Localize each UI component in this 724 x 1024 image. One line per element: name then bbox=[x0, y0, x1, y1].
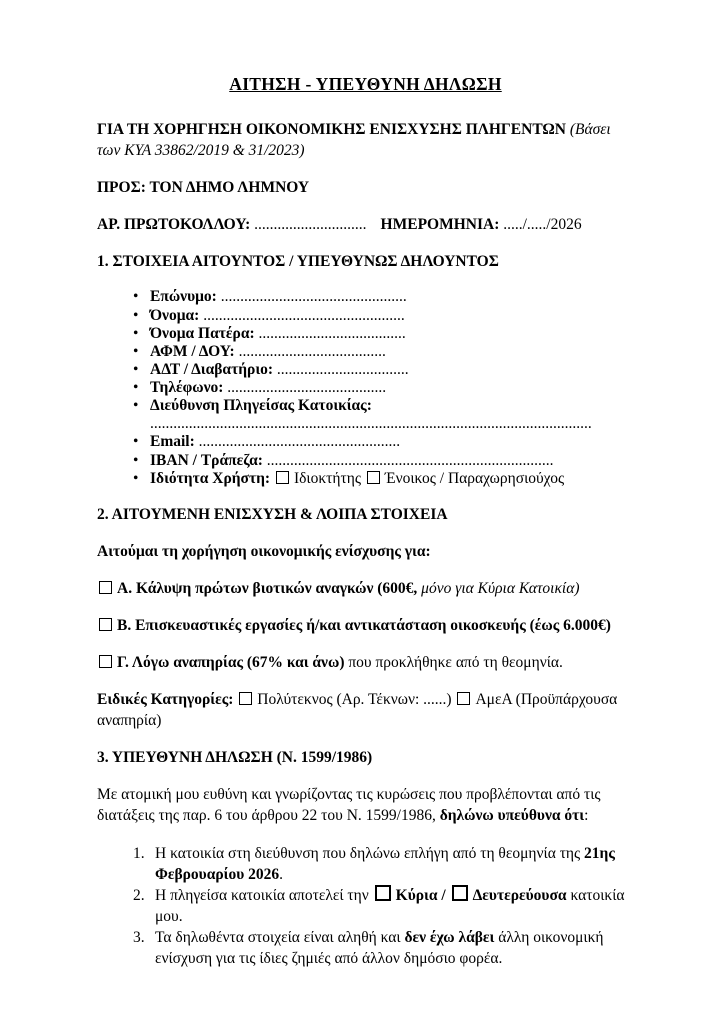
declaration-item-2 bbox=[133, 885, 634, 927]
field-surname-blank: ................................................ bbox=[220, 288, 407, 306]
aid-option-c-label: Γ. Λόγω αναπηρίας (67% και άνω) bbox=[117, 654, 345, 672]
declaration-item-1-text: Η κατοικία στη διεύθυνση που δηλώνω επλήγη από τη θεομηνία της bbox=[155, 844, 585, 862]
field-id-passport bbox=[131, 361, 634, 379]
disability-checkbox-icon bbox=[457, 692, 470, 705]
aid-option-a-note: μόνο για Κύρια Κατοικία) bbox=[421, 579, 580, 597]
protocol-date-line bbox=[97, 214, 634, 235]
owner-checkbox-icon bbox=[276, 471, 289, 484]
protocol-number-label: ΑΡ. ΠΡΩΤΟΚΟΛΛΟΥ: bbox=[97, 216, 255, 234]
declaration-intro-regular: Με ατομική μου ευθύνη και γνωρίζοντας τις κυρώσεις που προβλέπονται από τις διατάξεις της παρ. 6 του άρθρου 22 του Ν. 1599/1986, bbox=[97, 786, 601, 825]
field-iban-bank-blank: .......................................................................... bbox=[266, 451, 554, 469]
subtitle-bold-text: ΓΙΑ ΤΗ ΧΟΡΗΓΗΣΗ ΟΙΚΟΝΟΜΙΚΗΣ ΕΝΙΣΧΥΣΗΣ ΠΛΗΓΕΝΤΩΝ bbox=[97, 121, 570, 138]
field-email-blank: .................................................... bbox=[198, 433, 401, 451]
large-family-checkbox-icon bbox=[239, 692, 252, 705]
large-family-option-label: Πολύτεκνος (Αρ. Τέκνων: ......) bbox=[257, 691, 452, 709]
declaration-intro-colon: : bbox=[584, 807, 589, 825]
field-address-label: Διεύθυνση Πληγείσας Κατοικίας: bbox=[150, 397, 372, 415]
field-firstname-blank: .................................................... bbox=[203, 306, 405, 324]
aid-option-c-checkbox-icon bbox=[99, 655, 112, 668]
applicant-fields-list bbox=[97, 288, 634, 487]
declaration-item-3-text-1: Τα δηλωθέντα στοιχεία είναι αληθή και bbox=[155, 928, 405, 946]
primary-residence-checkbox-icon bbox=[375, 885, 391, 901]
primary-residence-label: Κύρια bbox=[395, 886, 438, 904]
field-phone-blank: ......................................... bbox=[227, 379, 387, 397]
declaration-intro bbox=[97, 784, 634, 826]
field-address-blank-line bbox=[131, 415, 634, 433]
aid-option-a bbox=[97, 578, 634, 599]
field-id-passport-label: ΑΔΤ / Διαβατήριο: bbox=[150, 360, 277, 378]
declaration-list bbox=[97, 843, 634, 969]
section2-heading: 2. ΑΙΤΟΥΜΕΝΗ ΕΝΙΣΧΥΣΗ & ΛΟΙΠΑ ΣΤΟΙΧΕΙΑ bbox=[97, 505, 448, 523]
field-firstname bbox=[131, 307, 634, 325]
aid-option-a-checkbox-icon bbox=[99, 581, 112, 594]
declaration-item-3-bold: δεν έχω λάβει bbox=[404, 928, 495, 946]
aid-option-b bbox=[97, 615, 634, 636]
protocol-number-blank: ............................. bbox=[254, 216, 367, 234]
special-categories-line bbox=[97, 689, 634, 731]
field-user-capacity bbox=[131, 470, 634, 488]
declaration-item-2-prefix: Η πληγείσα κατοικία αποτελεί την bbox=[155, 886, 373, 904]
field-firstname-label: Όνομα: bbox=[150, 306, 204, 324]
tenant-option-label: Ένοικος / Παραχωρησιούχος bbox=[384, 469, 565, 487]
field-afm-doy-label: ΑΦΜ / ΔΟΥ: bbox=[150, 342, 239, 360]
declaration-item-1-date: 21ης Φεβρουαρίου 2026 bbox=[155, 844, 615, 883]
declaration-intro-bold: δηλώνω υπεύθυνα ότι bbox=[439, 807, 585, 825]
field-address-blank: .................................................................................................................. bbox=[150, 415, 592, 433]
aid-option-b-label: Β. Επισκευαστικές εργασίες ή/και αντικατάσταση οικοσκευής (έως 6.000€) bbox=[117, 617, 611, 634]
tenant-checkbox-icon bbox=[367, 471, 380, 484]
disability-option-label: ΑμεΑ (Προϋπάρχουσα αναπηρία) bbox=[97, 691, 618, 730]
section2-intro: Αιτούμαι τη χορήγηση οικονομικής ενίσχυσης για: bbox=[97, 542, 431, 560]
aid-option-b-checkbox-icon bbox=[99, 618, 112, 631]
aid-option-a-label: Α. Κάλυψη πρώτων βιοτικών αναγκών (600€, bbox=[117, 579, 422, 597]
aid-option-c-note: που προκλήθηκε από τη θεομηνία. bbox=[344, 654, 563, 672]
field-afm-doy bbox=[131, 343, 634, 361]
subtitle-legal-basis: (Βάσει των ΚΥΑ 33862/2019 & 31/2023) bbox=[97, 121, 611, 160]
declaration-item-1-period: . bbox=[279, 865, 284, 883]
field-address bbox=[131, 397, 634, 415]
section3-heading: 3. ΥΠΕΥΘΥΝΗ ΔΗΛΩΣΗ (Ν. 1599/1986) bbox=[97, 749, 373, 767]
field-email bbox=[131, 433, 634, 451]
field-phone bbox=[131, 379, 634, 397]
declaration-item-3-text-2: άλλη οικονομική ενίσχυση για τις ίδιες ζημιές από άλλον δημόσιο φορέα. bbox=[155, 928, 604, 967]
field-afm-doy-blank: ...................................... bbox=[238, 342, 386, 360]
field-fathername-label: Όνομα Πατέρα: bbox=[150, 324, 259, 342]
field-fathername-blank: ...................................... bbox=[258, 324, 406, 342]
document-title: ΑΙΤΗΣΗ - ΥΠΕΥΘΥΝΗ ΔΗΛΩΣΗ bbox=[229, 74, 502, 94]
field-user-capacity-label: Ιδιότητα Χρήστη: bbox=[150, 469, 274, 487]
secondary-residence-checkbox-icon bbox=[452, 885, 468, 901]
owner-option-label: Ιδιοκτήτης bbox=[293, 469, 361, 487]
declaration-item-2-suffix: κατοικία μου. bbox=[155, 886, 625, 925]
residence-options-separator: / bbox=[437, 886, 450, 904]
field-fathername bbox=[131, 325, 634, 343]
document-subtitle bbox=[97, 119, 634, 161]
date-blank: ...../...../2026 bbox=[503, 216, 582, 234]
date-label: ΗΜΕΡΟΜΗΝΙΑ: bbox=[380, 216, 504, 234]
special-categories-label: Ειδικές Κατηγορίες: bbox=[97, 691, 238, 709]
aid-option-c bbox=[97, 652, 634, 673]
declaration-item-3 bbox=[133, 927, 634, 969]
field-iban-bank bbox=[131, 452, 634, 470]
field-iban-bank-label: IBAN / Τράπεζα: bbox=[150, 451, 267, 469]
field-surname-label: Επώνυμο: bbox=[150, 288, 221, 306]
field-phone-label: Τηλέφωνο: bbox=[150, 379, 228, 397]
field-id-passport-blank: .................................. bbox=[276, 360, 409, 378]
recipient-line: ΠΡΟΣ: ΤΟΝ ΔΗΜΟ ΛΗΜΝΟΥ bbox=[97, 179, 310, 197]
field-surname bbox=[131, 288, 634, 306]
section1-heading: 1. ΣΤΟΙΧΕΙΑ ΑΙΤΟΥΝΤΟΣ / ΥΠΕΥΘΥΝΩΣ ΔΗΛΟΥΝΤΟΣ bbox=[97, 253, 499, 271]
declaration-item-1 bbox=[133, 843, 634, 885]
field-email-label: Email: bbox=[150, 433, 199, 451]
secondary-residence-label: Δευτερεύουσα bbox=[472, 886, 567, 904]
